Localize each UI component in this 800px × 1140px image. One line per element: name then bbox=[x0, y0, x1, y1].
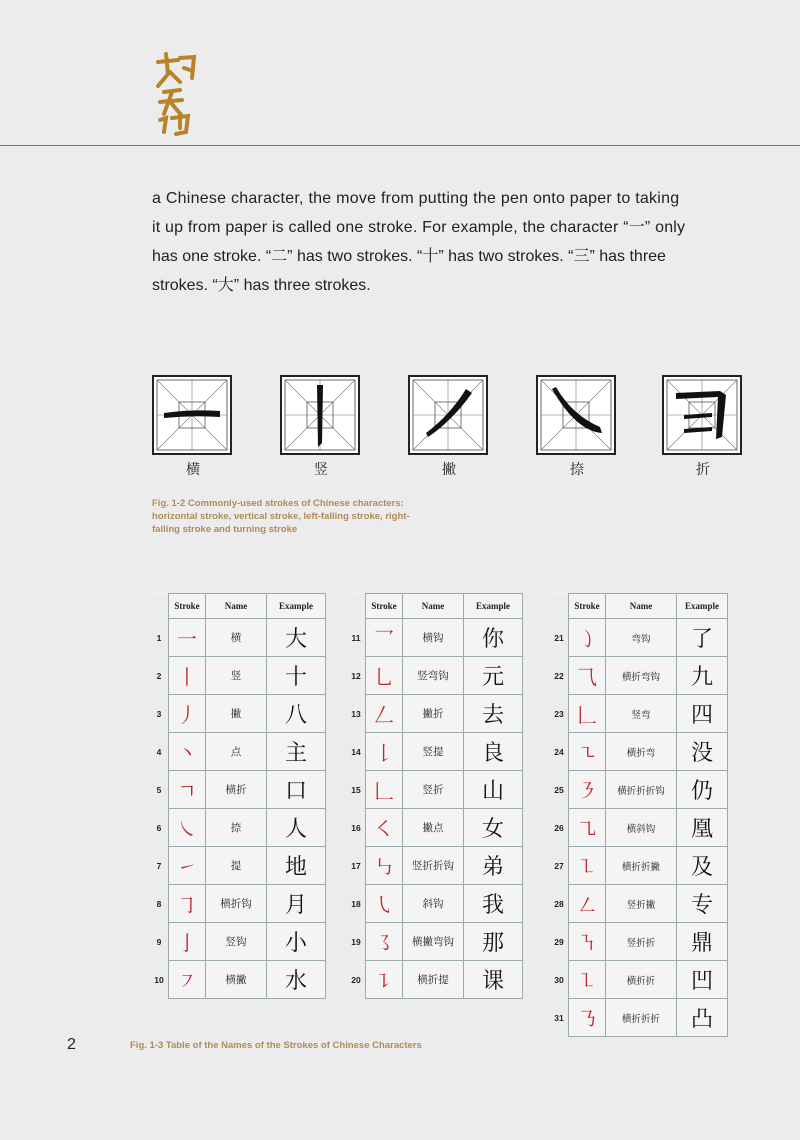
stroke-glyph: 丨 bbox=[169, 657, 206, 695]
stroke-figure-horizontal bbox=[152, 375, 234, 479]
example-character: 仍 bbox=[677, 771, 728, 809]
stroke-name: 竖折折 bbox=[606, 923, 677, 961]
row-number: 13 bbox=[347, 695, 366, 733]
table-row bbox=[347, 809, 523, 847]
row-number: 1 bbox=[150, 619, 169, 657]
row-number: 4 bbox=[150, 733, 169, 771]
stroke-name: 横折折折钩 bbox=[606, 771, 677, 809]
example-character: 九 bbox=[677, 657, 728, 695]
row-number: 20 bbox=[347, 961, 366, 999]
mizi-grid-turning-icon bbox=[662, 375, 742, 455]
example-header: Example bbox=[677, 594, 728, 619]
example-character: 我 bbox=[464, 885, 523, 923]
table-row bbox=[550, 847, 728, 885]
example-character: 元 bbox=[464, 657, 523, 695]
name-header: Name bbox=[606, 594, 677, 619]
example-character: 山 bbox=[464, 771, 523, 809]
stroke-glyph: ⺄ bbox=[569, 657, 606, 695]
mizi-grid-left-falling-icon bbox=[408, 375, 488, 455]
stroke-figure-turning bbox=[662, 375, 744, 479]
example-character: 主 bbox=[267, 733, 326, 771]
table-row bbox=[150, 847, 326, 885]
example-character: 四 bbox=[677, 695, 728, 733]
example-character: 凰 bbox=[677, 809, 728, 847]
stroke-name: 横钩 bbox=[403, 619, 464, 657]
stroke-name: 竖弯 bbox=[606, 695, 677, 733]
stroke-glyph: ㇋ bbox=[569, 771, 606, 809]
table-row bbox=[550, 619, 728, 657]
table-row bbox=[150, 961, 326, 999]
row-number: 26 bbox=[550, 809, 569, 847]
stroke-name: 提 bbox=[206, 847, 267, 885]
logo-brush-icon bbox=[150, 48, 200, 138]
figure-1-3-caption: Fig. 1-3 Table of the Names of the Strokes of Chinese Characters bbox=[130, 1040, 422, 1051]
row-number: 17 bbox=[347, 847, 366, 885]
stroke-name: 横 bbox=[206, 619, 267, 657]
stroke-glyph: 乚 bbox=[366, 657, 403, 695]
table-row bbox=[150, 885, 326, 923]
example-character: 凸 bbox=[677, 999, 728, 1037]
stroke-glyph: ㇎ bbox=[569, 923, 606, 961]
table-row bbox=[347, 619, 523, 657]
stroke-header: Stroke bbox=[366, 594, 403, 619]
name-header: Name bbox=[403, 594, 464, 619]
example-character: 弟 bbox=[464, 847, 523, 885]
stroke-glyph: 一 bbox=[169, 619, 206, 657]
stroke-glyph: 乛 bbox=[366, 619, 403, 657]
stroke-caption: 横 bbox=[186, 462, 200, 478]
stroke-glyph: ㇆ bbox=[169, 885, 206, 923]
stroke-glyph: 丶 bbox=[169, 733, 206, 771]
stroke-name: 竖提 bbox=[403, 733, 464, 771]
stroke-table-3 bbox=[550, 593, 728, 1037]
example-character: 小 bbox=[267, 923, 326, 961]
example-character: 那 bbox=[464, 923, 523, 961]
table-row bbox=[150, 619, 326, 657]
stroke-glyph: ㇌ bbox=[366, 923, 403, 961]
stroke-glyph: ㇅ bbox=[569, 961, 606, 999]
table-row bbox=[550, 695, 728, 733]
stroke-name: 横折弯钩 bbox=[606, 657, 677, 695]
row-number: 7 bbox=[150, 847, 169, 885]
example-header: Example bbox=[267, 594, 326, 619]
blank-header bbox=[150, 594, 169, 619]
table-row bbox=[347, 695, 523, 733]
example-character: 没 bbox=[677, 733, 728, 771]
stroke-name: 撇折 bbox=[403, 695, 464, 733]
calligraphy-logo bbox=[150, 48, 200, 138]
stroke-name: 竖折 bbox=[403, 771, 464, 809]
stroke-header: Stroke bbox=[569, 594, 606, 619]
stroke-figure-right-falling bbox=[536, 375, 618, 479]
table-row bbox=[347, 733, 523, 771]
blank-header bbox=[550, 594, 569, 619]
stroke-figure-vertical bbox=[280, 375, 362, 479]
table-row bbox=[150, 695, 326, 733]
stroke-glyph: 𠃋 bbox=[366, 695, 403, 733]
example-character: 口 bbox=[267, 771, 326, 809]
row-number: 2 bbox=[150, 657, 169, 695]
stroke-glyph: 丿 bbox=[169, 695, 206, 733]
example-character: 课 bbox=[464, 961, 523, 999]
row-number: 21 bbox=[550, 619, 569, 657]
stroke-name: 竖钩 bbox=[206, 923, 267, 961]
stroke-glyph: ㇂ bbox=[366, 885, 403, 923]
row-number: 23 bbox=[550, 695, 569, 733]
row-number: 18 bbox=[347, 885, 366, 923]
row-number: 27 bbox=[550, 847, 569, 885]
example-character: 水 bbox=[267, 961, 326, 999]
paragraph-line: a Chinese character, the move from putting the pen onto paper to taking bbox=[152, 190, 680, 207]
stroke-name: 横折提 bbox=[403, 961, 464, 999]
stroke-name: 捺 bbox=[206, 809, 267, 847]
table-row bbox=[150, 809, 326, 847]
stroke-glyph: ㇅ bbox=[569, 847, 606, 885]
stroke-table-1 bbox=[150, 593, 326, 999]
stroke-caption: 折 bbox=[696, 462, 710, 478]
table-row bbox=[550, 657, 728, 695]
table-row bbox=[550, 999, 728, 1037]
example-header: Example bbox=[464, 594, 523, 619]
row-number: 22 bbox=[550, 657, 569, 695]
paragraph-line: has one stroke. “二” has two strokes. “十” has two strokes. “三” has three bbox=[152, 248, 666, 265]
stroke-name: 竖弯钩 bbox=[403, 657, 464, 695]
table-row bbox=[347, 657, 523, 695]
example-character: 凹 bbox=[677, 961, 728, 999]
stroke-name: 撇 bbox=[206, 695, 267, 733]
row-number: 8 bbox=[150, 885, 169, 923]
stroke-glyph: ㄱ bbox=[169, 771, 206, 809]
row-number: 14 bbox=[347, 733, 366, 771]
table-row bbox=[550, 961, 728, 999]
stroke-name: 撇点 bbox=[403, 809, 464, 847]
stroke-name: 斜钩 bbox=[403, 885, 464, 923]
table-row bbox=[347, 885, 523, 923]
stroke-name: 横折折 bbox=[606, 961, 677, 999]
mizi-grid-vertical-icon bbox=[280, 375, 360, 455]
stroke-caption: 撇 bbox=[442, 462, 456, 478]
table-row bbox=[550, 885, 728, 923]
stroke-glyph: 亅 bbox=[169, 923, 206, 961]
figure-1-2-caption bbox=[152, 497, 492, 536]
caption-line: horizontal stroke, vertical stroke, left-falling stroke, right- bbox=[152, 511, 410, 522]
caption-line: Fig. 1-2 Commonly-used strokes of Chinese characters: bbox=[152, 498, 404, 509]
stroke-name: 横斜钩 bbox=[606, 809, 677, 847]
table-row bbox=[150, 923, 326, 961]
stroke-name: 横折弯 bbox=[606, 733, 677, 771]
table-row bbox=[150, 771, 326, 809]
stroke-name: 横撇 bbox=[206, 961, 267, 999]
row-number: 31 bbox=[550, 999, 569, 1037]
stroke-figure-left-falling bbox=[408, 375, 490, 479]
table-row bbox=[550, 809, 728, 847]
stroke-glyph: ㇁ bbox=[569, 619, 606, 657]
example-character: 了 bbox=[677, 619, 728, 657]
table-row bbox=[347, 923, 523, 961]
stroke-name: 竖 bbox=[206, 657, 267, 695]
example-character: 良 bbox=[464, 733, 523, 771]
stroke-caption: 竖 bbox=[314, 462, 328, 478]
stroke-glyph: ㇏ bbox=[169, 809, 206, 847]
row-number: 15 bbox=[347, 771, 366, 809]
example-character: 大 bbox=[267, 619, 326, 657]
example-character: 十 bbox=[267, 657, 326, 695]
stroke-name: 横折折撇 bbox=[606, 847, 677, 885]
mizi-grid-horizontal-icon bbox=[152, 375, 232, 455]
header-rule bbox=[0, 145, 800, 146]
row-number: 3 bbox=[150, 695, 169, 733]
stroke-name: 横折 bbox=[206, 771, 267, 809]
row-number: 25 bbox=[550, 771, 569, 809]
stroke-name: 横撇弯钩 bbox=[403, 923, 464, 961]
stroke-glyph: 𠃊 bbox=[569, 695, 606, 733]
example-character: 去 bbox=[464, 695, 523, 733]
row-number: 12 bbox=[347, 657, 366, 695]
stroke-glyph: 𠄌 bbox=[366, 733, 403, 771]
row-number: 6 bbox=[150, 809, 169, 847]
example-character: 女 bbox=[464, 809, 523, 847]
stroke-glyph: 𠃊 bbox=[366, 771, 403, 809]
table-row bbox=[150, 657, 326, 695]
stroke-glyph: ㇛ bbox=[366, 809, 403, 847]
paragraph-line: strokes. “大” has three strokes. bbox=[152, 277, 371, 294]
example-character: 你 bbox=[464, 619, 523, 657]
example-character: 及 bbox=[677, 847, 728, 885]
name-header: Name bbox=[206, 594, 267, 619]
row-number: 11 bbox=[347, 619, 366, 657]
stroke-glyph: ㇀ bbox=[169, 847, 206, 885]
example-character: 地 bbox=[267, 847, 326, 885]
caption-line: falling stroke and turning stroke bbox=[152, 524, 298, 535]
stroke-figures bbox=[152, 375, 742, 485]
table-row bbox=[347, 771, 523, 809]
body-paragraph bbox=[152, 184, 752, 300]
stroke-glyph: ㇡ bbox=[569, 999, 606, 1037]
stroke-header: Stroke bbox=[169, 594, 206, 619]
stroke-name: 竖折折钩 bbox=[403, 847, 464, 885]
row-number: 24 bbox=[550, 733, 569, 771]
stroke-glyph: ㇉ bbox=[366, 847, 403, 885]
stroke-glyph: ㇜ bbox=[569, 885, 606, 923]
row-number: 19 bbox=[347, 923, 366, 961]
stroke-table-2 bbox=[347, 593, 523, 999]
row-number: 10 bbox=[150, 961, 169, 999]
table-row bbox=[550, 923, 728, 961]
row-number: 28 bbox=[550, 885, 569, 923]
stroke-name: 竖折撇 bbox=[606, 885, 677, 923]
stroke-name: 横折钩 bbox=[206, 885, 267, 923]
table-row bbox=[347, 847, 523, 885]
stroke-glyph: ㇍ bbox=[569, 733, 606, 771]
stroke-name: 弯钩 bbox=[606, 619, 677, 657]
stroke-glyph: ㇊ bbox=[366, 961, 403, 999]
row-number: 5 bbox=[150, 771, 169, 809]
table-row bbox=[347, 961, 523, 999]
stroke-name: 点 bbox=[206, 733, 267, 771]
stroke-name: 横折折折 bbox=[606, 999, 677, 1037]
mizi-grid-right-falling-icon bbox=[536, 375, 616, 455]
table-row bbox=[150, 733, 326, 771]
row-number: 9 bbox=[150, 923, 169, 961]
stroke-glyph: ㇇ bbox=[169, 961, 206, 999]
table-row bbox=[550, 733, 728, 771]
page-number: 2 bbox=[67, 1036, 76, 1053]
example-character: 月 bbox=[267, 885, 326, 923]
blank-header bbox=[347, 594, 366, 619]
row-number: 16 bbox=[347, 809, 366, 847]
example-character: 鼎 bbox=[677, 923, 728, 961]
table-row bbox=[550, 771, 728, 809]
example-character: 专 bbox=[677, 885, 728, 923]
example-character: 人 bbox=[267, 809, 326, 847]
row-number: 29 bbox=[550, 923, 569, 961]
stroke-caption: 捺 bbox=[570, 462, 584, 478]
example-character: 八 bbox=[267, 695, 326, 733]
stroke-glyph: ㇈ bbox=[569, 809, 606, 847]
paragraph-line: it up from paper is called one stroke. For example, the character “一” only bbox=[152, 219, 686, 236]
row-number: 30 bbox=[550, 961, 569, 999]
